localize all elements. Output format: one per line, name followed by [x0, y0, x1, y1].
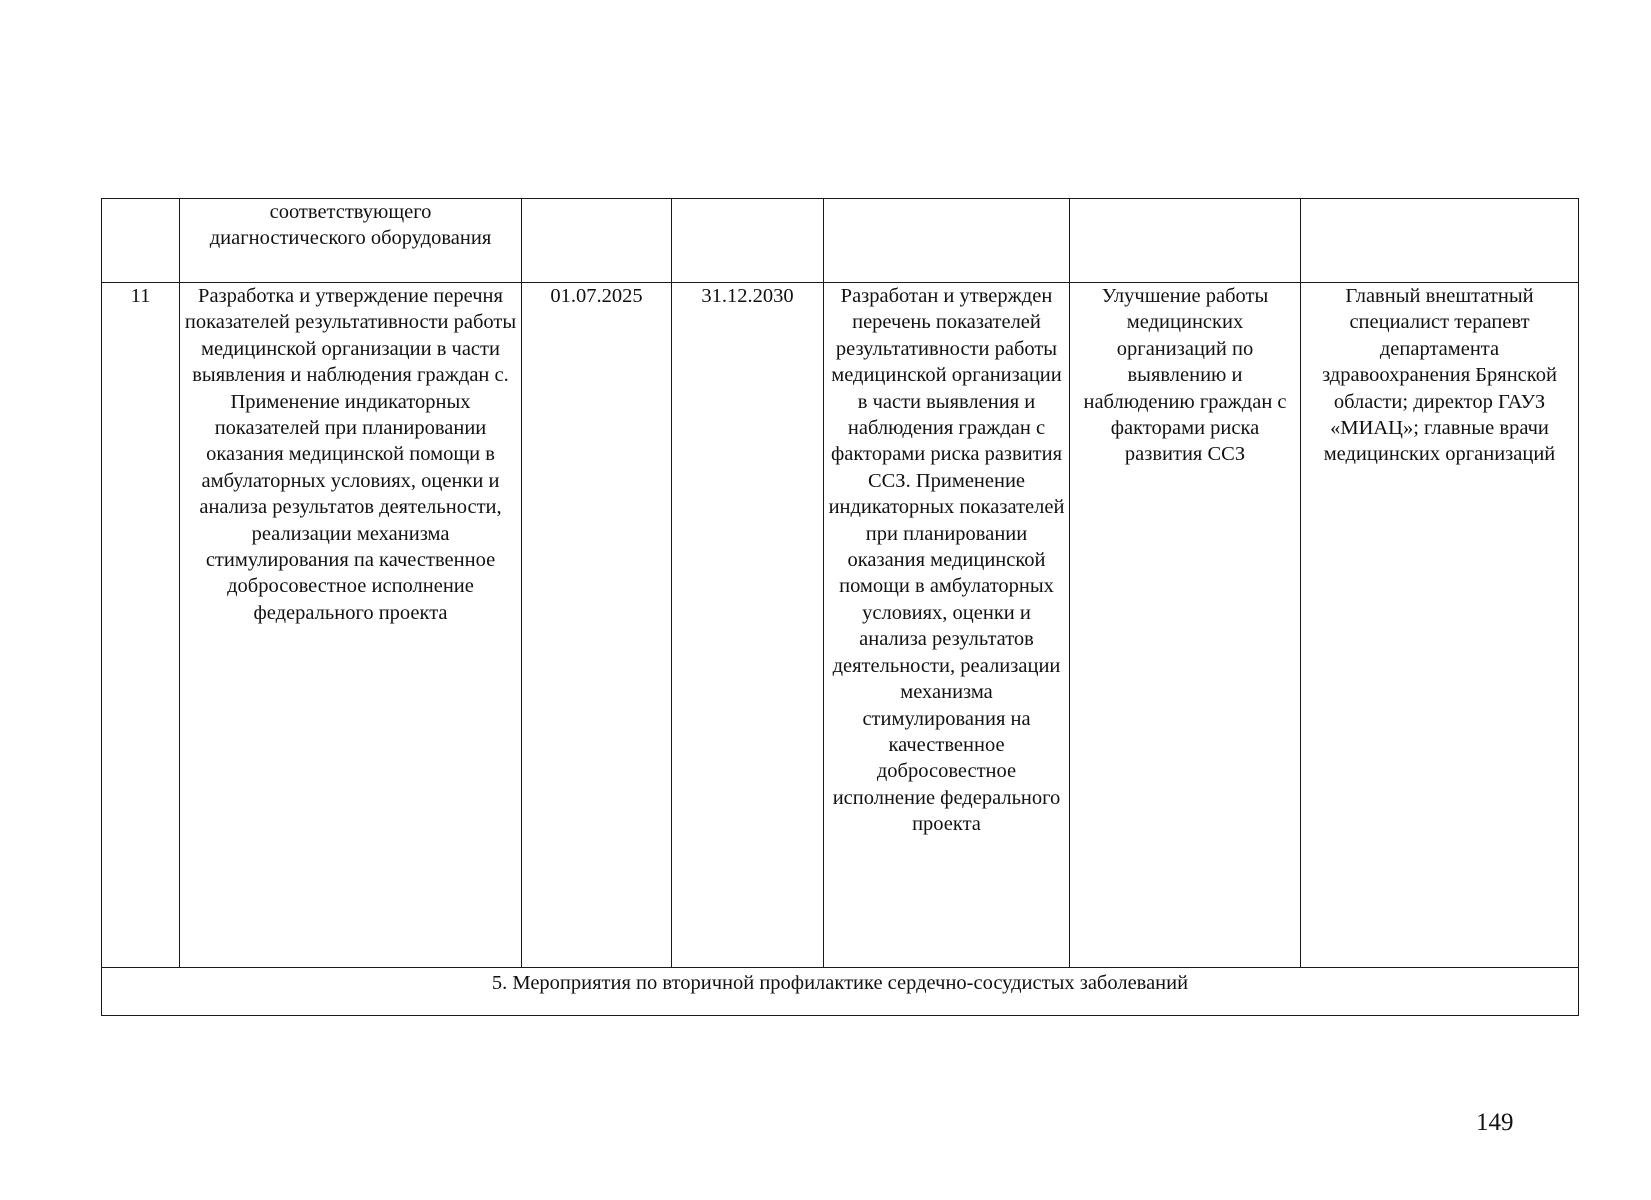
cell-result: Разработан и утвержден перечень показателей результативности работы медицинской организации в части выявления и наблюдения граждан с факторами риска развития ССЗ. Применение индикаторных показателей при планировании оказания медицинской помощи в амбулаторных условиях, оценки и анализа результатов деятельности, реализации механизма стимулирования на качественное добросовестное исполнение федерального проекта — [824, 283, 1070, 968]
activity-text: соответствующего диагностического оборудования — [209, 201, 492, 250]
cell-activity: Разработка и утверждение перечня показателей результативности работы медицинской организации в части выявления и наблюдения граждан с. Применение индикаторных показателей при планировании оказания медицинской помощи в амбулаторных условиях, оценки и анализа результатов деятельности, реализации механизма стимулирования па качественное добросовестное исполнение федерального проекта — [180, 283, 522, 968]
cell-effect: Улучшение работы медицинских организаций по выявлению и наблюдению граждан с факторами риска развития ССЗ — [1070, 283, 1301, 968]
cell-responsible: Главный внештатный специалист терапевт департамента здравоохранения Брянской области; директор ГАУЗ «МИАЦ»; главные врачи медицинских организаций — [1301, 283, 1579, 968]
section-heading: 5. Мероприятия по вторичной профилактике сердечно-сосудистых заболеваний — [102, 968, 1579, 1016]
cell-end-date — [672, 199, 824, 283]
cell-number — [102, 199, 180, 283]
activities-table — [101, 198, 1579, 1016]
cell-end-date: 31.12.2030 — [672, 283, 824, 968]
cell-start-date: 01.07.2025 — [522, 283, 672, 968]
page-number: 149 — [1476, 1109, 1514, 1136]
cell-responsible — [1301, 199, 1579, 283]
table-row-section-heading — [102, 968, 1579, 1016]
cell-effect — [1070, 199, 1301, 283]
cell-number: 11 — [102, 283, 180, 968]
cell-activity — [180, 199, 522, 283]
table-row-11 — [102, 283, 1579, 968]
table-row-continuation — [102, 199, 1579, 283]
cell-result — [824, 199, 1070, 283]
cell-start-date — [522, 199, 672, 283]
